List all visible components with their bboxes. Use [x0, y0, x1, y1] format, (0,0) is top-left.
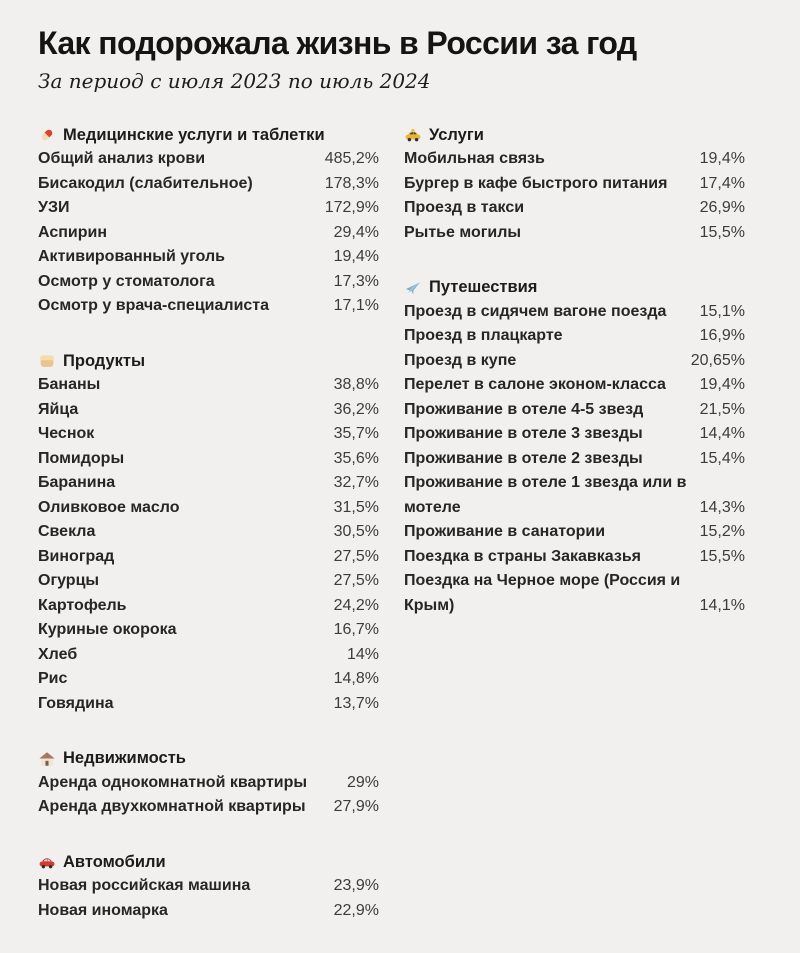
item-label: Общий анализ крови [38, 150, 206, 168]
price-row [38, 795, 379, 820]
price-row [404, 349, 745, 374]
item-label: Новая иномарка [38, 901, 168, 919]
item-label: Поездка на Черное море (Россия и Крым) [404, 572, 681, 614]
price-row [38, 294, 379, 319]
item-value: 26,9% [699, 199, 745, 217]
section-title: Продукты [63, 351, 146, 370]
item-value: 14,1% [699, 596, 745, 614]
price-row [404, 569, 745, 618]
item-label: Осмотр у стоматолога [38, 272, 215, 290]
section-title: Медицинские услуги и таблетки [63, 125, 325, 144]
item-value: 35,6% [333, 449, 379, 467]
item-value: 485,2% [324, 150, 379, 168]
item-value: 19,4% [699, 150, 745, 168]
price-row [38, 471, 379, 496]
item-value: 14% [346, 645, 379, 663]
category-section [38, 349, 379, 717]
section-header [404, 123, 745, 148]
item-label: Баранина [38, 474, 116, 492]
item-value: 15,2% [699, 523, 745, 541]
item-value: 16,7% [333, 621, 379, 639]
item-label: Проезд в такси [404, 199, 525, 217]
price-row [38, 618, 379, 643]
price-row [404, 520, 745, 545]
page-header [38, 26, 745, 93]
item-value: 27,5% [333, 572, 379, 590]
price-row [38, 594, 379, 619]
item-label: Осмотр у врача-специалиста [38, 297, 270, 315]
price-row [404, 545, 745, 570]
item-value: 35,7% [333, 425, 379, 443]
item-label: Рис [38, 670, 68, 688]
item-label: Мобильная связь [404, 150, 545, 168]
item-value: 30,5% [333, 523, 379, 541]
pill-icon [38, 126, 56, 144]
item-label: Рытье могилы [404, 223, 522, 241]
item-label: Аренда двухкомнатной квартиры [38, 798, 306, 816]
section-header [38, 349, 379, 374]
item-value: 31,5% [333, 498, 379, 516]
item-value: 23,9% [333, 877, 379, 895]
price-row [38, 520, 379, 545]
price-row [38, 147, 379, 172]
item-value: 17,3% [333, 272, 379, 290]
item-label: Проживание в отеле 3 звезды [404, 425, 643, 443]
car-icon [38, 853, 56, 871]
section-title: Недвижимость [63, 749, 186, 768]
item-label: Аспирин [38, 223, 108, 241]
item-value: 36,2% [333, 400, 379, 418]
item-label: Новая российская машина [38, 877, 251, 895]
item-label: Проезд в сидячем вагоне поезда [404, 302, 667, 320]
item-label: Бургер в кафе быстрого питания [404, 174, 668, 192]
section-header [38, 746, 379, 771]
section-header [38, 123, 379, 148]
price-row [38, 569, 379, 594]
item-value: 15,5% [699, 223, 745, 241]
item-value: 29,4% [333, 223, 379, 241]
price-row [404, 172, 745, 197]
price-row [404, 471, 745, 520]
bread-icon [38, 352, 56, 370]
price-row [404, 373, 745, 398]
category-section [38, 123, 379, 319]
item-value: 15,4% [699, 449, 745, 467]
category-section [404, 275, 745, 618]
item-label: Активированный уголь [38, 248, 225, 266]
price-row [404, 324, 745, 349]
price-row [38, 172, 379, 197]
item-label: Проезд в купе [404, 351, 517, 369]
item-label: Огурцы [38, 572, 100, 590]
item-value: 17,1% [333, 297, 379, 315]
item-label: Поездка в страны Закавказья [404, 547, 641, 565]
item-label: Аренда однокомнатной квартиры [38, 773, 308, 791]
item-label: Проживание в отеле 2 звезды [404, 449, 643, 467]
price-row [404, 147, 745, 172]
price-row [404, 447, 745, 472]
price-row [38, 874, 379, 899]
item-value: 15,5% [699, 547, 745, 565]
item-value: 27,5% [333, 547, 379, 565]
category-section [38, 850, 379, 924]
price-row [38, 398, 379, 423]
section-header [38, 850, 379, 875]
house-icon [38, 750, 56, 768]
item-label: УЗИ [38, 199, 70, 217]
price-row [38, 447, 379, 472]
item-value: 21,5% [699, 400, 745, 418]
item-value: 24,2% [333, 596, 379, 614]
item-value: 14,4% [699, 425, 745, 443]
item-value: 15,1% [699, 302, 745, 320]
item-label: Бананы [38, 376, 101, 394]
section-title: Путешествия [429, 278, 538, 297]
price-row [38, 270, 379, 295]
item-label: Чеснок [38, 425, 95, 443]
right-column [404, 123, 745, 953]
left-column [38, 123, 379, 953]
item-value: 172,9% [324, 199, 379, 217]
item-value: 32,7% [333, 474, 379, 492]
page-subtitle: За период с июля 2023 по июль 2024 [38, 68, 431, 93]
price-row [404, 221, 745, 246]
price-row [38, 496, 379, 521]
item-label: Картофель [38, 596, 127, 614]
item-value: 27,9% [333, 798, 379, 816]
item-label: Хлеб [38, 645, 78, 663]
price-row [404, 196, 745, 221]
section-header [404, 275, 745, 300]
taxi-icon [404, 126, 422, 144]
item-label: Перелет в салоне эконом-класса [404, 376, 666, 394]
price-row [404, 422, 745, 447]
item-value: 29% [346, 773, 379, 791]
item-value: 22,9% [333, 901, 379, 919]
item-value: 178,3% [324, 174, 379, 192]
item-label: Яйца [38, 400, 79, 418]
category-section [404, 123, 745, 246]
item-value: 38,8% [333, 376, 379, 394]
price-row [38, 245, 379, 270]
section-title: Услуги [429, 125, 484, 144]
item-value: 13,7% [333, 694, 379, 712]
page-title: Как подорожала жизнь в России за год [38, 25, 637, 61]
section-title: Автомобили [63, 852, 166, 871]
item-label: Проживание в отеле 4-5 звезд [404, 400, 644, 418]
item-label: Проезд в плацкарте [404, 327, 563, 345]
category-section [38, 746, 379, 820]
item-label: Куриные окорока [38, 621, 177, 639]
item-value: 16,9% [699, 327, 745, 345]
price-row [38, 545, 379, 570]
price-row [38, 422, 379, 447]
content-columns [38, 123, 745, 953]
item-value: 19,4% [699, 376, 745, 394]
item-label: Помидоры [38, 449, 125, 467]
price-row [38, 221, 379, 246]
item-label: Оливковое масло [38, 498, 180, 516]
item-label: Свекла [38, 523, 96, 541]
price-row [38, 643, 379, 668]
price-row [38, 667, 379, 692]
item-label: Бисакодил (слабительное) [38, 174, 253, 192]
price-row [38, 692, 379, 717]
price-row [404, 300, 745, 325]
item-label: Говядина [38, 694, 114, 712]
item-label: Проживание в отеле 1 звезда или в мотеле [404, 474, 687, 516]
price-row [38, 899, 379, 924]
price-row [38, 196, 379, 221]
airplane-icon [404, 279, 422, 297]
price-row [404, 398, 745, 423]
item-value: 14,8% [333, 670, 379, 688]
item-value: 17,4% [699, 174, 745, 192]
price-row [38, 771, 379, 796]
item-label: Виноград [38, 547, 115, 565]
item-label: Проживание в санатории [404, 523, 606, 541]
item-value: 19,4% [333, 248, 379, 266]
item-value: 14,3% [699, 498, 745, 516]
price-row [38, 373, 379, 398]
item-value: 20,65% [690, 351, 745, 369]
